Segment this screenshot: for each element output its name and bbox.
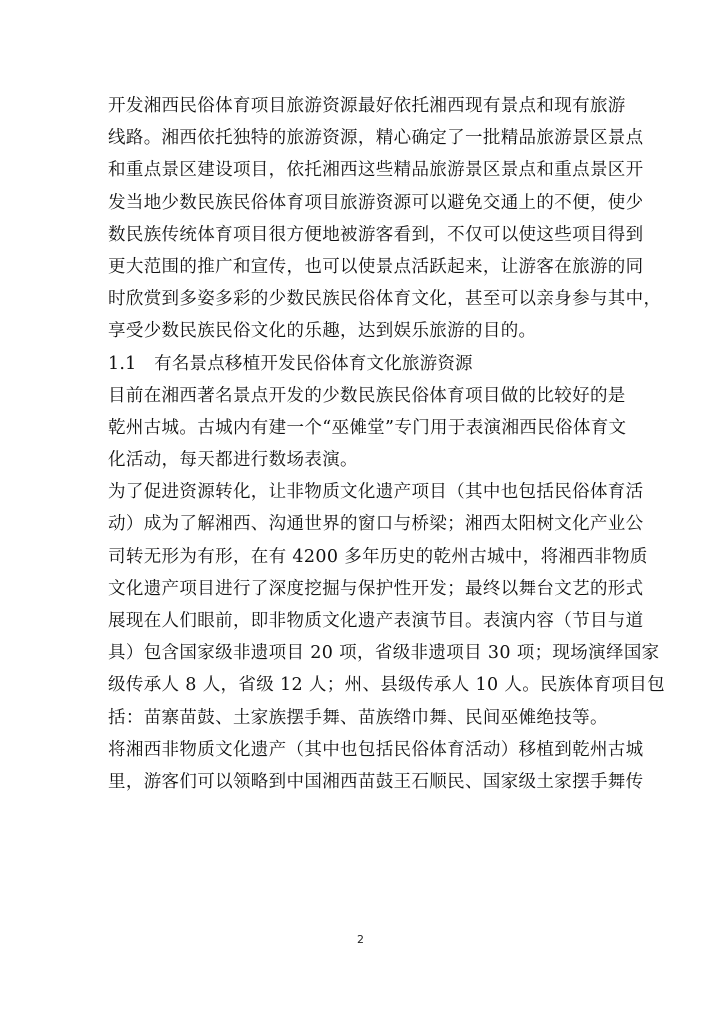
text-line: 数民族传统体育项目很方便地被游客看到，不仅可以使这些项目得到 xyxy=(108,224,644,245)
text-line: 开发湘西民俗体育项目旅游资源最好依托湘西现有景点和现有旅游 xyxy=(108,96,626,116)
text-line: 发当地少数民族民俗体育项目旅游资源可以避免交通上的不便，使少 xyxy=(108,192,644,213)
body-text xyxy=(108,90,665,798)
text-line: 化活动，每天都进行数场表演。 xyxy=(108,450,358,471)
text-line: 乾州古城。古城内有建一个“巫傩堂”专门用于表演湘西民俗体育文 xyxy=(108,417,627,438)
text-line: 里，游客们可以领略到中国湘西苗鼓王石顺民、国家级土家摆手舞传 xyxy=(108,771,644,792)
text-line: 司转无形为有形，在有 4200 多年历史的乾州古城中，将湘西非物质 xyxy=(108,546,648,567)
text-line: 动）成为了解湘西、沟通世界的窗口与桥梁；湘西太阳树文化产业公 xyxy=(108,514,644,535)
section-heading: 1.1 有名景点移植开发民俗体育文化旅游资源 xyxy=(108,353,473,374)
page-number: 2 xyxy=(357,933,364,946)
text-line: 级传承人 8 人，省级 12 人；州、县级传承人 10 人。民族体育项目包 xyxy=(108,675,665,696)
text-line: 文化遗产项目进行了深度挖掘与保护性开发；最终以舞台文艺的形式 xyxy=(108,578,644,599)
text-line: 更大范围的推广和宣传，也可以使景点活跃起来，让游客在旅游的同 xyxy=(108,256,644,277)
text-line: 线路。湘西依托独特的旅游资源，精心确定了一批精品旅游景区景点 xyxy=(108,128,644,149)
text-line: 时欣赏到多姿多彩的少数民族民俗体育文化，甚至可以亲身参与其中， xyxy=(108,289,662,310)
text-line: 括：苗寨苗鼓、土家族摆手舞、苗族绺巾舞、民间巫傩绝技等。 xyxy=(108,707,608,728)
text-line: 和重点景区建设项目，依托湘西这些精品旅游景区景点和重点景区开 xyxy=(108,160,644,181)
text-line: 享受少数民族民俗文化的乐趣，达到娱乐旅游的目的。 xyxy=(108,321,537,342)
text-line: 将湘西非物质文化遗产（其中也包括民俗体育活动）移植到乾州古城 xyxy=(108,739,644,760)
text-line: 为了促进资源转化，让非物质文化遗产项目（其中也包括民俗体育活 xyxy=(108,482,644,503)
text-line: 展现在人们眼前，即非物质文化遗产表演节目。表演内容（节目与道 xyxy=(108,611,644,631)
text-line: 具）包含国家级非遗项目 20 项，省级非遗项目 30 项；现场演绎国家 xyxy=(108,643,660,664)
text-line: 目前在湘西著名景点开发的少数民族民俗体育项目做的比较好的是 xyxy=(108,385,626,406)
